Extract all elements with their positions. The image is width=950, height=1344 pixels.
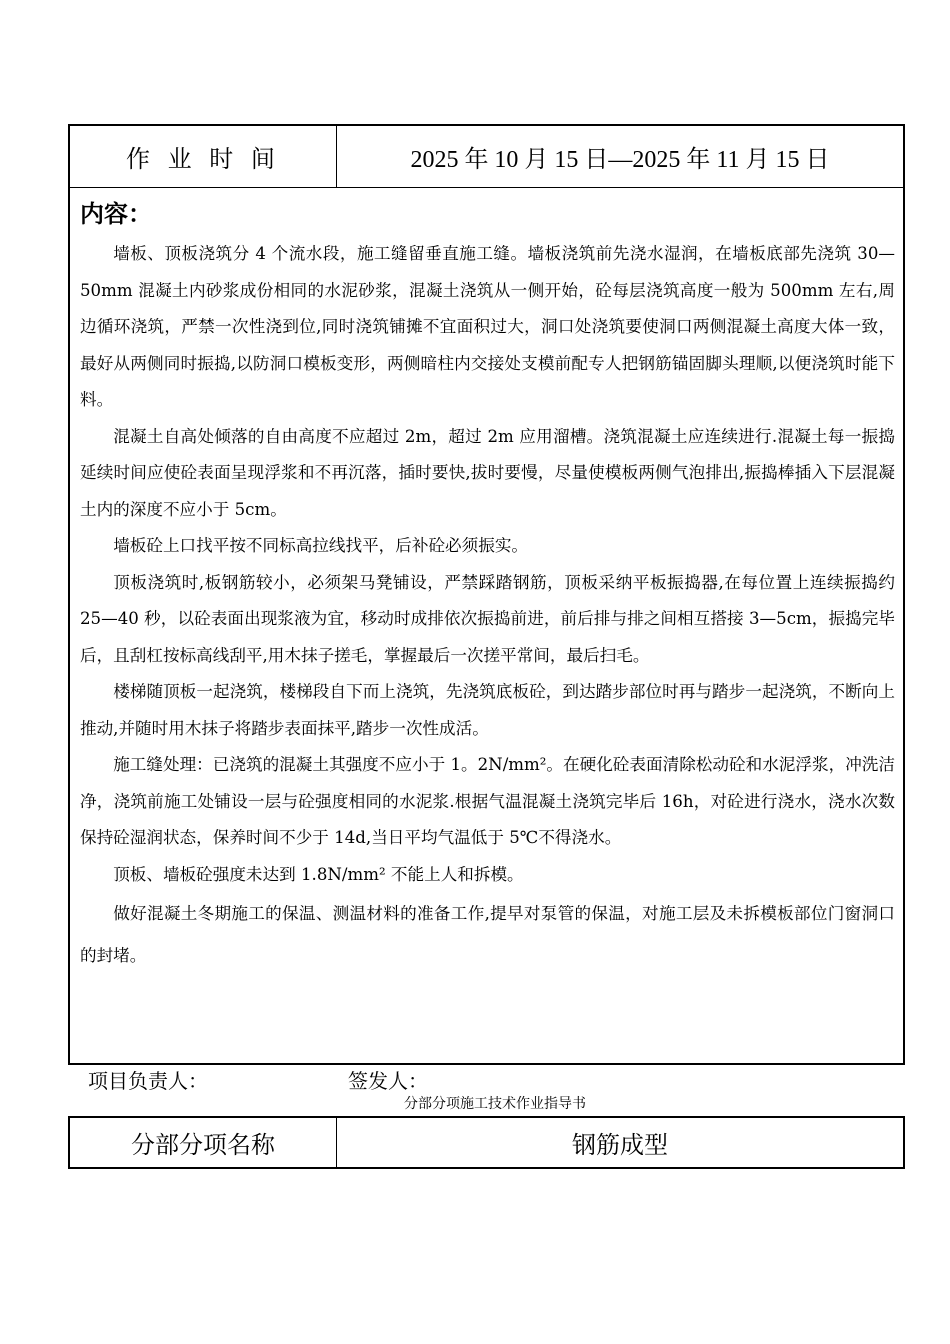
content-section [70, 188, 903, 977]
content-paragraph: 墙板、顶板浇筑分 4 个流水段，施工缝留垂直施工缝。墙板浇筑前先浇水湿润，在墙板底部先浇筑 30—50mm 混凝土内砂浆成份相同的水泥砂浆，混凝土浇筑从一侧开始，砼每层浇筑高度一般为 500mm 左右,周边循环浇筑，严禁一次性浇到位,同时浇筑铺摊不宜面积过大，洞口处浇筑要使洞口两侧混凝土高度大体一致，最好从两侧同时振捣,以防洞口模板变形，两侧暗柱内交接处支模前配专人把钢筋锚固脚头理顺,以便浇筑时能下料。 [80, 244, 895, 409]
section-value: 钢筋成型 [572, 1131, 668, 1159]
content-paragraph: 混凝土自高处倾落的自由高度不应超过 2m，超过 2m 应用溜槽。浇筑混凝土应连续进行.混凝土每一振捣延续时间应使砼表面呈现浮浆和不再沉落，插时要快,拔时要慢，尽量使模板两侧气泡排出,振捣棒插入下层混凝土内的深度不应小于 5cm。 [80, 426, 895, 519]
document-title: 分部分项施工技术作业指导书 [404, 1096, 586, 1112]
content-paragraph: 做好混凝土冬期施工的保温、测温材料的准备工作,提早对泵管的保温，对施工层及未拆模板部位门窗洞口的封堵。 [80, 904, 895, 965]
content-heading: 内容： [80, 200, 152, 228]
project-leader-signature-label: 项目负责人： [88, 1069, 208, 1093]
instruction-table [68, 124, 905, 1065]
content-paragraph: 顶板、墙板砼强度未达到 1.8N/mm² 不能上人和拆模。 [113, 864, 524, 884]
section-label: 分部分项名称 [131, 1131, 275, 1159]
issuer-signature-label: 签发人： [348, 1069, 428, 1093]
content-paragraph: 墙板砼上口找平按不同标高拉线找平，后补砼必须振实。 [113, 536, 529, 555]
content-paragraph: 施工缝处理：已浇筑的混凝土其强度不应小于 1。2N/mm²。在硬化砼表面清除松动砼和水泥浮浆，冲洗洁净，浇筑前施工处铺设一层与砼强度相同的水泥浆.根据气温混凝土浇筑完毕后 16h，对砼进行浇水，浇水次数保持砼湿润状态，保养时间不少于 14d,当日平均气温低于 5℃不得浇水。 [80, 755, 895, 847]
content-paragraph: 顶板浇筑时,板钢筋较小，必须架马凳铺设，严禁踩踏钢筋，顶板采纳平板振捣器,在每位置上连续振捣约 25—40 秒，以砼表面出现浆液为宜，移动时成排依次振捣前进，前后排与排之间相互搭接 3—5cm，振捣完毕后，且刮杠按标高线刮平,用木抹子搓毛，掌握最后一次搓平常间，最后扫毛。 [80, 572, 895, 665]
schedule-row [70, 126, 903, 188]
section-table [68, 1116, 905, 1169]
section-value-cell [337, 1118, 903, 1167]
schedule-value: 2025 年 10 月 15 日—2025 年 11 月 15 日 [410, 147, 830, 173]
schedule-label-cell [70, 126, 337, 187]
section-row [70, 1118, 903, 1167]
content-paragraph: 楼梯随顶板一起浇筑，楼梯段自下而上浇筑，先浇筑底板砼，到达踏步部位时再与踏步一起浇筑，不断向上推动,并随时用木抹子将踏步表面抹平,踏步一次性成活。 [80, 682, 895, 738]
section-label-cell [70, 1118, 337, 1167]
schedule-value-cell [337, 126, 903, 187]
schedule-label: 作 业 时 间 [126, 145, 280, 173]
